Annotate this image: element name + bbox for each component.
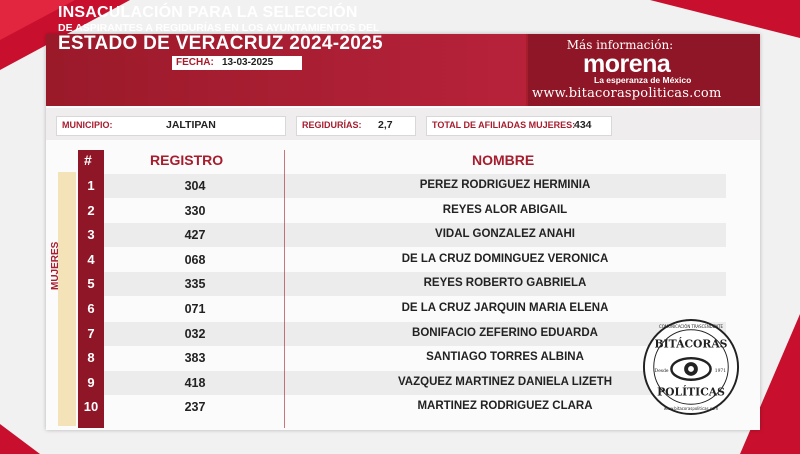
row-number: 9 bbox=[87, 374, 95, 390]
afiliadas-label: TOTAL DE AFILIADAS MUJERES: bbox=[432, 120, 576, 130]
municipio-value: JALTIPAN bbox=[166, 119, 216, 131]
row-nombre: SANTIAGO TORRES ALBINA bbox=[426, 351, 584, 364]
row-nombre: DE LA CRUZ JARQUIN MARIA ELENA bbox=[401, 302, 609, 314]
row-registro: 237 bbox=[184, 400, 206, 415]
title-line-3: ESTADO DE VERACRUZ 2024-2025 bbox=[58, 33, 383, 54]
row-registro: 427 bbox=[184, 228, 206, 243]
row-registro: 068 bbox=[184, 252, 206, 267]
date-label: FECHA: bbox=[176, 57, 214, 68]
row-number: 3 bbox=[87, 227, 95, 243]
more-info-label: Más información: bbox=[566, 38, 674, 52]
column-header-number: # bbox=[84, 152, 92, 168]
row-number: 10 bbox=[83, 399, 99, 415]
corner-decoration-bottom-left bbox=[0, 424, 40, 454]
afiliadas-value: 434 bbox=[574, 119, 592, 131]
row-number: 8 bbox=[87, 350, 95, 366]
row-registro: 304 bbox=[184, 179, 206, 193]
row-nombre: REYES ALOR ABIGAIL bbox=[442, 203, 568, 216]
row-number: 7 bbox=[87, 325, 95, 341]
seal-name-line1: BITÁCORAS bbox=[654, 337, 728, 351]
row-number: 5 bbox=[87, 276, 95, 292]
morena-logo: morena bbox=[583, 50, 671, 78]
row-registro: 383 bbox=[184, 351, 206, 366]
morena-tagline: La esperanza de México bbox=[594, 75, 692, 85]
row-number: 1 bbox=[87, 178, 95, 193]
column-divider bbox=[284, 150, 285, 428]
group-label: MUJERES bbox=[50, 241, 61, 290]
seal-bottom-text: www.bitacoraspoliticas.com bbox=[663, 406, 719, 412]
website-link[interactable]: www.bitacoraspoliticas.com bbox=[532, 86, 722, 101]
row-nombre: VIDAL GONZALEZ ANAHI bbox=[435, 228, 575, 241]
row-nombre: BONIFACIO ZEFERINO EDUARDA bbox=[412, 326, 598, 339]
municipio-label: MUNICIPIO: bbox=[62, 120, 113, 130]
column-header-nombre: NOMBRE bbox=[472, 152, 535, 168]
row-registro: 330 bbox=[184, 203, 206, 218]
row-number: 4 bbox=[87, 251, 95, 267]
regidurias-value: 2,7 bbox=[378, 119, 393, 131]
group-sidebar bbox=[58, 172, 76, 426]
row-registro: 335 bbox=[184, 277, 206, 292]
row-nombre: REYES ROBERTO GABRIELA bbox=[423, 277, 587, 290]
row-nombre: DE LA CRUZ DOMINGUEZ VERONICA bbox=[401, 252, 609, 265]
row-registro: 418 bbox=[184, 375, 206, 390]
corner-decoration-top-right bbox=[650, 0, 800, 38]
row-nombre: VAZQUEZ MARTINEZ DANIELA LIZETH bbox=[397, 375, 612, 388]
row-nombre: PEREZ RODRIGUEZ HERMINIA bbox=[419, 179, 591, 191]
seal-year: 1971 bbox=[714, 368, 727, 374]
seal-desde: Desde bbox=[654, 368, 669, 374]
row-number: 2 bbox=[87, 202, 95, 218]
row-nombre: MARTINEZ RODRIGUEZ CLARA bbox=[417, 400, 593, 413]
seal-top-text: COMUNICACIÓN TRASCENDENTE bbox=[658, 323, 724, 329]
regidurias-label: REGIDURÍAS: bbox=[302, 120, 362, 130]
date-value: 13-03-2025 bbox=[222, 57, 274, 68]
seal-name-line2: POLÍTICAS bbox=[657, 385, 725, 399]
row-registro: 071 bbox=[184, 302, 206, 316]
row-number: 6 bbox=[87, 301, 95, 316]
title-line-2: DE ASPIRANTES A REGIDURÍAS EN LOS AYUNTAMIENTOS DEL bbox=[58, 22, 380, 34]
row-registro: 032 bbox=[184, 326, 206, 341]
title-line-1: INSACULACIÓN PARA LA SELECCIÓN bbox=[58, 4, 358, 21]
bitacoras-seal-logo bbox=[642, 318, 740, 416]
column-header-registro: REGISTRO bbox=[150, 152, 224, 168]
